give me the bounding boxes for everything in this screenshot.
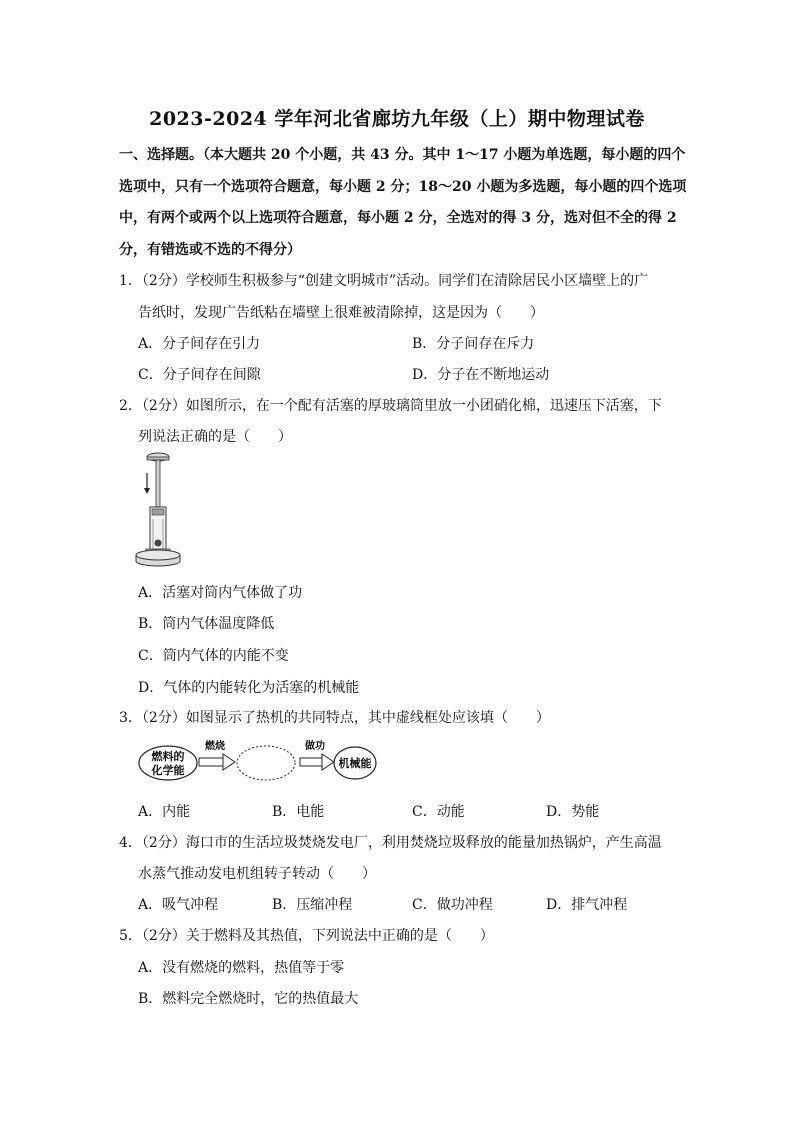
question-1-stem: 1．（2分）学校师生积极参与“创建文明城市”活动。同学们在清除居民小区墙壁上的广 — [119, 273, 649, 289]
question-1-option-b: B．分子间存在斥力 — [412, 336, 535, 352]
question-4-stem-cont: 水蒸气推动发电机组转子转动（ ） — [138, 866, 376, 882]
question-2-option-b: B．筒内气体温度降低 — [138, 616, 275, 632]
question-4-option-d: D．排气冲程 — [546, 897, 628, 913]
question-1-option-c: C．分子间存在间隙 — [138, 367, 261, 383]
question-2-option-c: C．筒内气体的内能不变 — [138, 648, 289, 664]
question-4-option-a: A．吸气冲程 — [138, 897, 219, 913]
question-3-stem: 3．（2分）如图显示了热机的共同特点，其中虚线框处应该填（ ） — [119, 710, 550, 726]
question-3-option-b: B．电能 — [272, 804, 325, 820]
arrow2-label: 做功 — [305, 741, 325, 752]
page-title: 2023-2024 学年河北省廊坊九年级（上）期中物理试卷 — [149, 108, 645, 130]
question-1-option-d: D．分子在不断地运动 — [412, 367, 550, 383]
question-2-option-a: A．活塞对筒内气体做了功 — [138, 585, 303, 601]
question-1-option-a: A．分子间存在引力 — [138, 336, 261, 352]
question-4-stem: 4．（2分）海口市的生活垃圾焚烧发电厂，利用焚烧垃圾释放的能量加热锅炉，产生高温 — [119, 835, 662, 851]
question-3-option-d: D．势能 — [546, 804, 600, 820]
glass-cylinder-piston-figure — [132, 451, 184, 569]
question-5-stem: 5．（2分）关于燃料及其热值，下列说法中正确的是（ ） — [119, 928, 494, 944]
section-intro-line: 一、选择题。（本大题共 20 个小题，共 43 分。其中 1～17 小题为单选题，每小题的四个 — [119, 147, 686, 163]
question-2-stem: 2．（2分）如图所示，在一个配有活塞的厚玻璃筒里放一小团硝化棉，迅速压下活塞，下 — [119, 398, 662, 414]
question-4-option-b: B．压缩冲程 — [272, 897, 353, 913]
section-intro — [119, 140, 687, 266]
blank-dashed-oval — [237, 746, 295, 780]
section-intro-line: 分，有错选或不选的不得分） — [119, 241, 301, 258]
question-3-option-c: C．动能 — [412, 804, 465, 820]
question-3-option-a: A．内能 — [138, 804, 191, 820]
heat-engine-energy-flow-diagram — [138, 735, 378, 787]
arrow1-label: 燃烧 — [205, 741, 225, 752]
end-label: 机械能 — [338, 757, 372, 770]
question-5-option-b: B．燃料完全燃烧时，它的热值最大 — [138, 991, 359, 1007]
start-label-line2: 化学能 — [151, 764, 185, 777]
section-intro-line: 选项中，只有一个选项符合题意，每小题 2 分；18～20 小题为多选题，每小题的四个选项 — [119, 178, 687, 195]
section-intro-line: 中，有两个或两个以上选项符合题意，每小题 2 分，全选对的得 3 分，选对但不全的得 2 — [119, 210, 677, 226]
question-1-stem-cont: 告纸时，发现广告纸粘在墙壁上很难被清除掉，这是因为（ ） — [138, 305, 544, 321]
question-5-option-a: A．没有燃烧的燃料，热值等于零 — [138, 960, 345, 976]
question-2-stem-cont: 列说法正确的是（ ） — [138, 429, 292, 445]
question-2-option-d: D．气体的内能转化为活塞的机械能 — [138, 680, 360, 696]
question-4-option-c: C．做功冲程 — [412, 897, 493, 913]
start-label-line1: 燃料的 — [151, 750, 185, 763]
